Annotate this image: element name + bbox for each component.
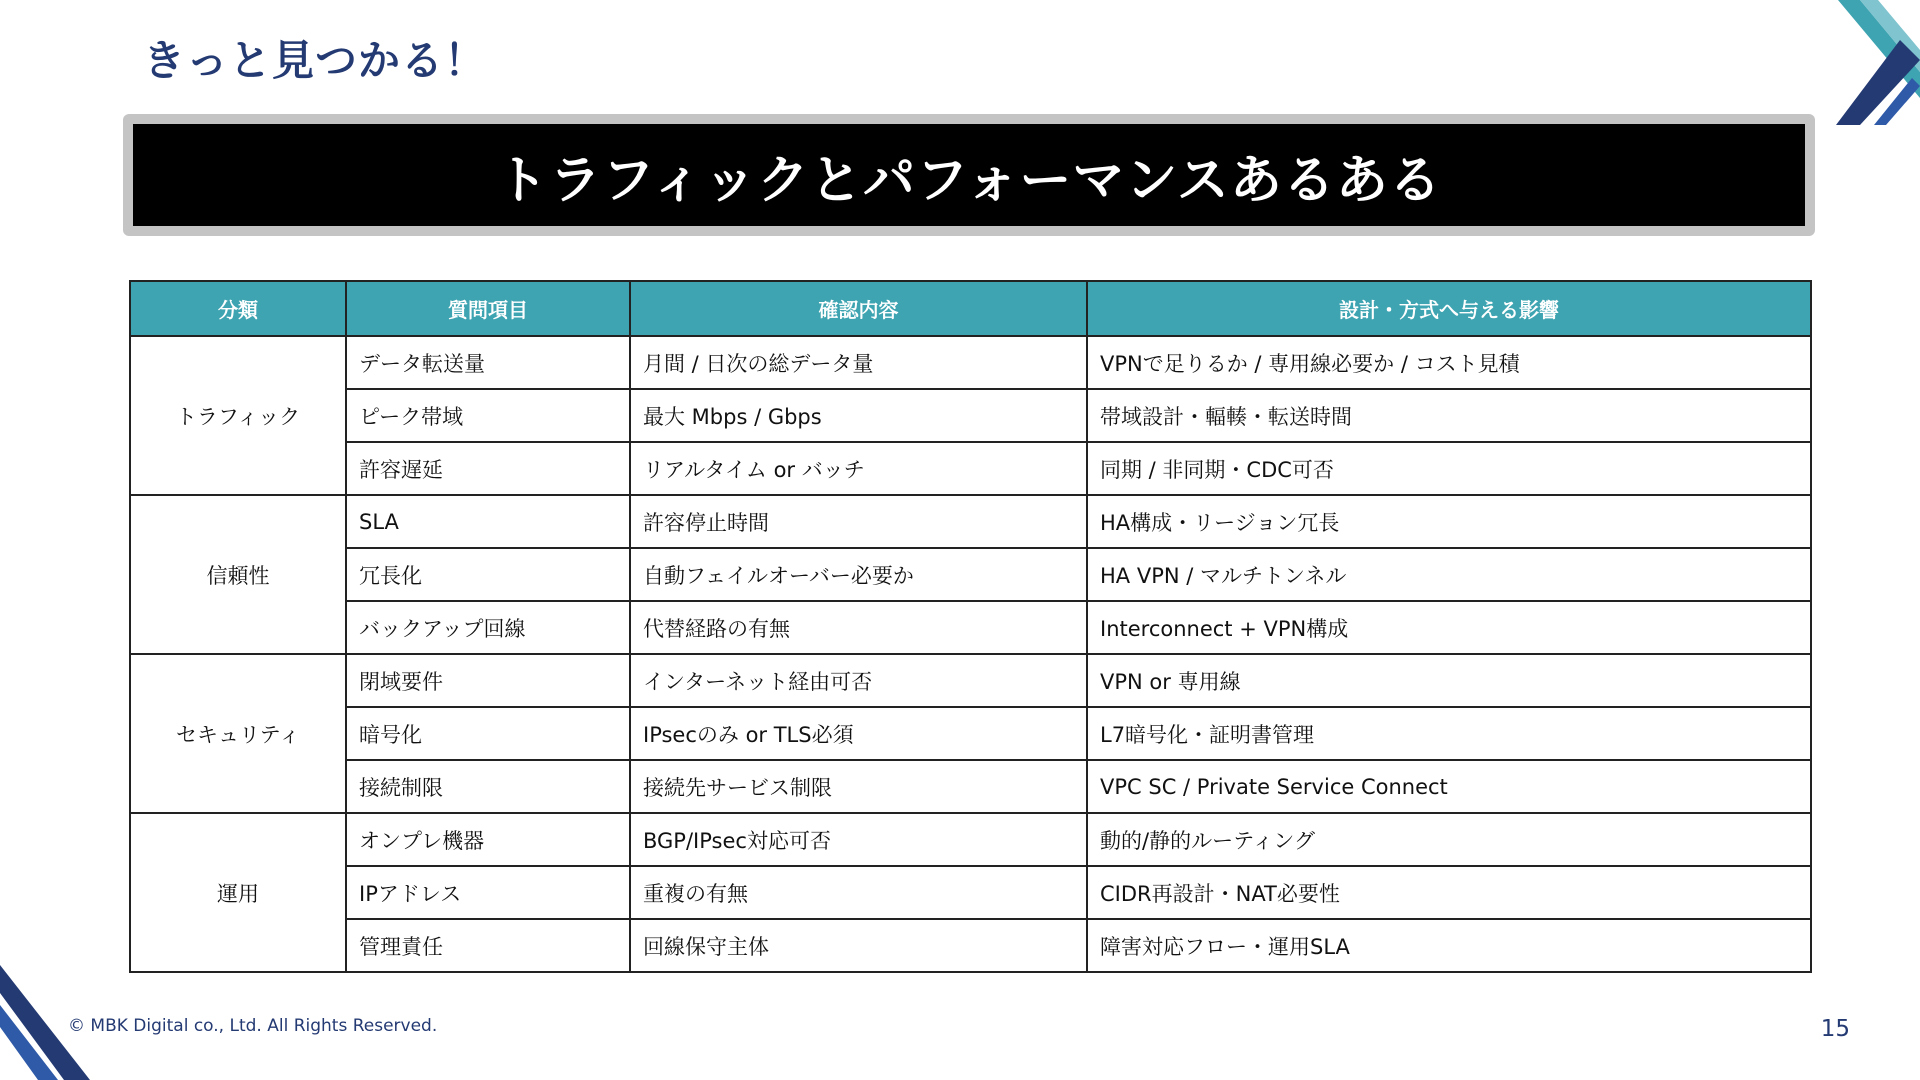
question-cell: 接続制限 (346, 760, 630, 813)
page-number: 15 (1820, 1016, 1850, 1042)
check-cell: 最大 Mbps / Gbps (630, 389, 1087, 442)
impact-cell: HA構成・リージョン冗長 (1087, 495, 1811, 548)
question-cell: オンプレ機器 (346, 813, 630, 866)
table-row (130, 495, 1811, 548)
footer-copyright: © MBK Digital co., Ltd. All Rights Reserved. (68, 1016, 438, 1036)
corner-stripes-decoration (1820, 0, 1920, 125)
question-cell: データ転送量 (346, 336, 630, 389)
header-category: 分類 (130, 281, 346, 336)
check-cell: BGP/IPsec対応可否 (630, 813, 1087, 866)
check-cell: 接続先サービス制限 (630, 760, 1087, 813)
check-cell: 代替経路の有無 (630, 601, 1087, 654)
table-row (130, 601, 1811, 654)
table-row (130, 707, 1811, 760)
table-row (130, 919, 1811, 972)
impact-cell: L7暗号化・証明書管理 (1087, 707, 1811, 760)
slide-title: トラフィックとパフォーマンスあるある (496, 150, 1442, 211)
header-question: 質問項目 (346, 281, 630, 336)
question-cell: 暗号化 (346, 707, 630, 760)
header-check: 確認内容 (630, 281, 1087, 336)
category-cell: トラフィック (130, 336, 346, 495)
question-cell: IPアドレス (346, 866, 630, 919)
title-frame (123, 114, 1815, 236)
table-row (130, 866, 1811, 919)
check-cell: リアルタイム or バッチ (630, 442, 1087, 495)
question-cell: 冗長化 (346, 548, 630, 601)
impact-cell: Interconnect + VPN構成 (1087, 601, 1811, 654)
check-cell: 許容停止時間 (630, 495, 1087, 548)
question-cell: 許容遅延 (346, 442, 630, 495)
table-row (130, 442, 1811, 495)
impact-cell: VPNで足りるか / 専用線必要か / コスト見積 (1087, 336, 1811, 389)
table-row (130, 654, 1811, 707)
slide-heading: きっと見つかる！ (143, 36, 488, 85)
table-header-row (130, 281, 1811, 336)
check-cell: 月間 / 日次の総データ量 (630, 336, 1087, 389)
category-cell: セキュリティ (130, 654, 346, 813)
category-cell: 信頼性 (130, 495, 346, 654)
impact-cell: VPC SC / Private Service Connect (1087, 760, 1811, 813)
check-cell: インターネット経由可否 (630, 654, 1087, 707)
check-cell: 重複の有無 (630, 866, 1087, 919)
check-cell: 回線保守主体 (630, 919, 1087, 972)
check-cell: IPsecのみ or TLS必須 (630, 707, 1087, 760)
table-row (130, 760, 1811, 813)
impact-cell: 障害対応フロー・運用SLA (1087, 919, 1811, 972)
impact-cell: 同期 / 非同期・CDC可否 (1087, 442, 1811, 495)
category-cell: 運用 (130, 813, 346, 972)
impact-cell: 帯域設計・輻輳・転送時間 (1087, 389, 1811, 442)
check-cell: 自動フェイルオーバー必要か (630, 548, 1087, 601)
title-bar (133, 124, 1805, 226)
impact-cell: VPN or 専用線 (1087, 654, 1811, 707)
question-cell: 閉域要件 (346, 654, 630, 707)
question-cell: 管理責任 (346, 919, 630, 972)
question-cell: ピーク帯域 (346, 389, 630, 442)
impact-cell: CIDR再設計・NAT必要性 (1087, 866, 1811, 919)
table-row (130, 548, 1811, 601)
question-cell: SLA (346, 495, 630, 548)
header-impact: 設計・方式へ与える影響 (1087, 281, 1811, 336)
table-row (130, 389, 1811, 442)
question-cell: バックアップ回線 (346, 601, 630, 654)
table-row (130, 336, 1811, 389)
impact-cell: HA VPN / マルチトンネル (1087, 548, 1811, 601)
table-row (130, 813, 1811, 866)
impact-cell: 動的/静的ルーティング (1087, 813, 1811, 866)
requirements-table (129, 280, 1812, 973)
